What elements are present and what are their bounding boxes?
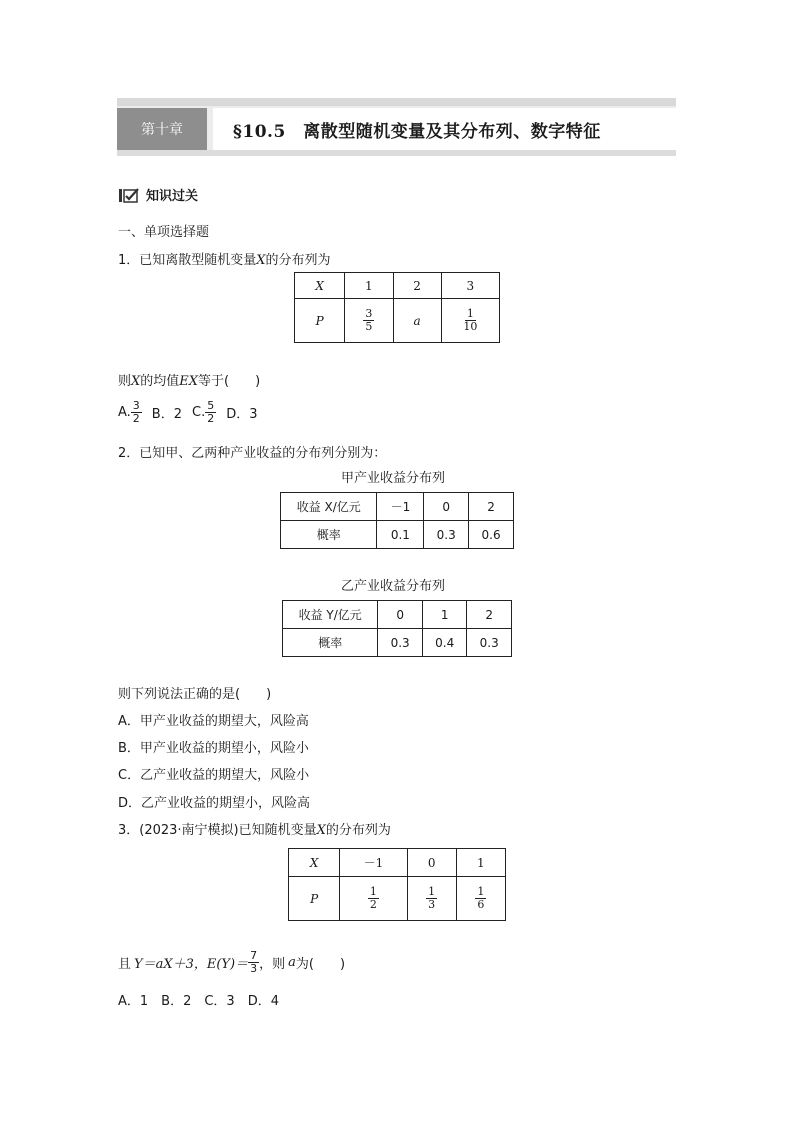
table-cell: －1 bbox=[377, 493, 424, 521]
table-cell: 0.4 bbox=[422, 629, 467, 657]
fraction-numerator: 1 bbox=[466, 307, 474, 321]
fraction-numerator: 3 bbox=[365, 307, 373, 321]
fraction bbox=[368, 886, 379, 910]
table-cell: X bbox=[289, 849, 340, 877]
q1-stem-end: 的分布列为 bbox=[265, 253, 331, 268]
q2-caption-1: 甲产业收益分布列 bbox=[341, 471, 446, 486]
q2-option-a: A．甲产业收益的期望大，风险高 bbox=[118, 714, 309, 729]
table-cell: X bbox=[295, 273, 345, 299]
table-cell: 2 bbox=[393, 273, 441, 299]
option-b: B．2 bbox=[151, 406, 182, 422]
chapter-tag: 第十章 bbox=[117, 108, 207, 150]
table-cell bbox=[407, 877, 456, 921]
header-bottom-rule bbox=[117, 150, 676, 156]
q2-option-c: C．乙产业收益的期望大，风险小 bbox=[118, 768, 310, 783]
fraction-numerator: 1 bbox=[477, 885, 485, 899]
q1-stem bbox=[118, 249, 331, 268]
option-d: D．3 bbox=[226, 406, 258, 422]
text: 则 bbox=[118, 374, 132, 389]
text: X bbox=[131, 374, 141, 389]
q2-ask: 则下列说法正确的是( ) bbox=[118, 687, 272, 702]
table-cell: 0.3 bbox=[467, 629, 512, 657]
table-cell bbox=[441, 299, 499, 343]
q1-distribution-table bbox=[294, 272, 500, 343]
text: 的分布列为 bbox=[325, 823, 391, 838]
table-cell: 收益 Y/亿元 bbox=[283, 601, 378, 629]
table-cell: 1 bbox=[422, 601, 467, 629]
text: 的均值 bbox=[140, 374, 180, 389]
table-cell: a bbox=[393, 299, 441, 343]
table-cell: 0.3 bbox=[378, 629, 423, 657]
table-cell bbox=[345, 299, 393, 343]
option-c-label: C. bbox=[192, 404, 206, 420]
q2-caption-2: 乙产业收益分布列 bbox=[341, 579, 446, 594]
subsection-heading: 一、单项选择题 bbox=[118, 225, 210, 240]
table-cell: －1 bbox=[340, 849, 407, 877]
table-cell: 1 bbox=[345, 273, 393, 299]
q1-options bbox=[118, 400, 258, 424]
knowledge-check-heading bbox=[118, 185, 198, 204]
q3-options: A．1 B．2 C．3 D．4 bbox=[118, 994, 279, 1009]
page-title: §10.5 离散型随机变量及其分布列、数字特征 bbox=[233, 121, 601, 142]
q2-option-b: B．甲产业收益的期望小，风险小 bbox=[118, 741, 309, 756]
table-cell: 3 bbox=[441, 273, 499, 299]
table-cell: 概率 bbox=[283, 629, 378, 657]
fraction-denominator: 2 bbox=[369, 898, 377, 911]
checkbox-check-icon bbox=[118, 187, 140, 203]
table-cell: 0.1 bbox=[377, 521, 424, 549]
q3-stem bbox=[118, 819, 391, 838]
option-a-fraction bbox=[131, 400, 142, 424]
fraction bbox=[461, 308, 479, 332]
table-cell: P bbox=[289, 877, 340, 921]
q1-var: X bbox=[256, 253, 266, 268]
text: 3．(2023·南宁模拟)已知随机变量 bbox=[118, 823, 317, 838]
table-cell bbox=[456, 877, 505, 921]
text: X bbox=[316, 823, 326, 838]
q3-condition bbox=[118, 950, 345, 974]
fraction-numerator: 1 bbox=[428, 885, 436, 899]
table-cell: 0 bbox=[407, 849, 456, 877]
condition-fraction bbox=[248, 950, 259, 974]
text: Y＝aX＋3，E(Y)＝ bbox=[134, 956, 249, 972]
text: EX bbox=[179, 374, 199, 389]
table-cell: 0 bbox=[424, 493, 469, 521]
q3-distribution-table bbox=[288, 848, 506, 921]
fraction-denominator: 2 bbox=[132, 411, 140, 425]
option-a-label: A. bbox=[118, 404, 131, 420]
fraction-numerator: 7 bbox=[250, 949, 258, 962]
fraction-numerator: 3 bbox=[132, 399, 140, 412]
q2-table-yi bbox=[282, 600, 512, 657]
table-cell: 0.6 bbox=[469, 521, 514, 549]
q1-stem-text: 1．已知离散型随机变量 bbox=[118, 253, 257, 268]
q1-ask bbox=[118, 370, 260, 389]
q2-option-d: D．乙产业收益的期望小，风险高 bbox=[118, 796, 311, 811]
text: a bbox=[288, 954, 296, 970]
fraction bbox=[363, 308, 374, 332]
table-cell: 0.3 bbox=[424, 521, 469, 549]
fraction bbox=[426, 886, 437, 910]
option-c-fraction bbox=[205, 400, 216, 424]
text: ，则 bbox=[259, 956, 286, 972]
title-box bbox=[213, 108, 676, 150]
header-top-rule bbox=[117, 98, 676, 106]
fraction-denominator: 2 bbox=[207, 411, 215, 425]
text: 等于( ) bbox=[198, 374, 261, 389]
fraction-denominator: 3 bbox=[428, 898, 436, 911]
table-cell: 0 bbox=[378, 601, 423, 629]
fraction-denominator: 10 bbox=[463, 320, 478, 333]
text: 且 bbox=[118, 956, 132, 972]
fraction-numerator: 1 bbox=[369, 885, 377, 899]
table-cell: 概率 bbox=[281, 521, 377, 549]
table-cell: 收益 X/亿元 bbox=[281, 493, 377, 521]
table-cell bbox=[340, 877, 407, 921]
fraction-denominator: 6 bbox=[477, 898, 485, 911]
fraction-denominator: 5 bbox=[365, 320, 373, 333]
fraction bbox=[475, 886, 486, 910]
table-cell: 2 bbox=[469, 493, 514, 521]
table-cell: P bbox=[295, 299, 345, 343]
fraction-numerator: 5 bbox=[207, 399, 215, 412]
text: 为( ) bbox=[295, 956, 346, 972]
q2-table-jia bbox=[280, 492, 514, 549]
q2-stem: 2．已知甲、乙两种产业收益的分布列分别为： bbox=[118, 446, 387, 461]
section-label: 知识过关 bbox=[146, 189, 199, 204]
fraction-denominator: 3 bbox=[250, 961, 258, 975]
table-cell: 2 bbox=[467, 601, 512, 629]
table-cell: 1 bbox=[456, 849, 505, 877]
